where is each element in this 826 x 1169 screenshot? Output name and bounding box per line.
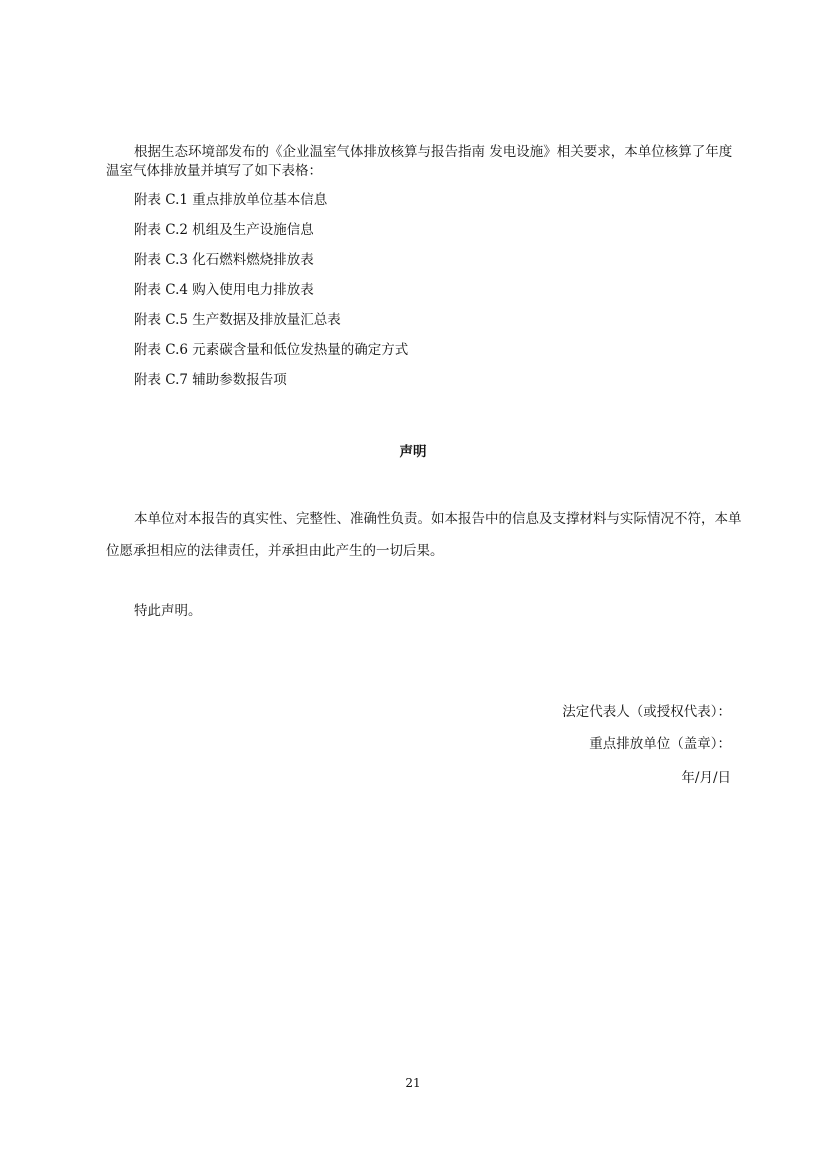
annex-item: 附表 C.4 购入使用电力排放表 xyxy=(134,282,314,298)
intro-paragraph: 根据生态环境部发布的《企业温室气体排放核算与报告指南 发电设施》相关要求，本单位核算了年度温室气体排放量并填写了如下表格： xyxy=(106,144,733,179)
signature-representative: 法定代表人（或授权代表）： xyxy=(562,704,731,720)
annex-item: 附表 C.3 化石燃料燃烧排放表 xyxy=(134,252,314,268)
annex-item: 附表 C.7 辅助参数报告项 xyxy=(134,372,287,388)
signature-unit-seal: 重点排放单位（盖章）： xyxy=(589,736,731,752)
declaration-title: 声明 xyxy=(399,444,427,460)
annex-item: 附表 C.5 生产数据及排放量汇总表 xyxy=(134,312,341,328)
annex-table-list xyxy=(134,190,408,400)
annex-item: 附表 C.2 机组及生产设施信息 xyxy=(134,222,314,238)
annex-item: 附表 C.1 重点排放单位基本信息 xyxy=(134,192,328,208)
declaration-body: 本单位对本报告的真实性、完整性、准确性负责。如本报告中的信息及支撑材料与实际情况不符，本单位愿承担相应的法律责任，并承担由此产生的一切后果。 xyxy=(106,511,742,559)
signature-date: 年/月/日 xyxy=(681,770,731,786)
declaration-closing: 特此声明。 xyxy=(134,603,202,619)
page-number: 21 xyxy=(405,1076,421,1090)
annex-item: 附表 C.6 元素碳含量和低位发热量的确定方式 xyxy=(134,342,409,358)
